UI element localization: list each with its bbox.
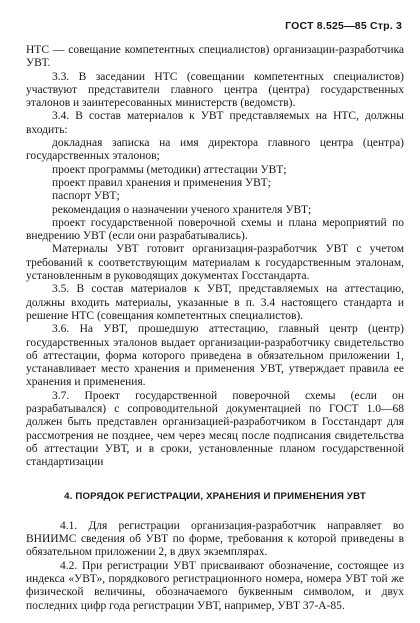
list-item-recommendation: рекомендация о назначении ученого хранителя УВТ;	[52, 203, 312, 216]
list-item-rules: проект правил хранения и применения УВТ;	[52, 176, 271, 189]
paragraph-4-1: 4.1. Для регистрации организация-разработчик направляет во ВНИИМС сведения об УВТ по форме, требования к которой приведены в обязательном приложении 2, в двух экземплярах.	[26, 519, 404, 559]
document-body	[26, 44, 404, 613]
list-item-passport: паспорт УВТ;	[52, 190, 120, 203]
list-item-program: проект программы (методики) аттестации УВТ;	[52, 163, 287, 176]
list-item-scheme: проект государственной поверочной схемы и плана мероприятий по внедрению УВТ (если они разрабатывались).	[26, 216, 404, 243]
paragraph-3-4: 3.4. В состав материалов к УВТ представляемых на НТС, должны входить:	[26, 110, 404, 136]
list-item-memo: докладная записка на имя директора главного центра (центра) государственных эталонов;	[26, 137, 404, 163]
paragraph-3-6: 3.6. На УВТ, прошедшую аттестацию, главный центр (центр) государственных эталонов выдает организации-разработчику свидетельство об аттестации, форма которого приведена в обязательном приложении 1, устанавливает место хранения и применения УВТ, утверждает правила ее хранения и применения.	[26, 323, 404, 389]
paragraph-3-7: 3.7. Проект государственной поверочной схемы (если он разрабатывался) с сопроводительной документацией по ГОСТ 1.0—68 должен быть представлен организацией-разработчиком в Госстандарт для рассмотрения не позднее, чем через месяц после подписания свидетельства об аттестации УВТ, и в сроки, установленные планом государственной стандартизации	[26, 389, 404, 469]
page-header: ГОСТ 8.525—85 Стр. 3	[285, 20, 402, 32]
paragraph-continuation: НТС — совещание компетентных специалистов) организации-разработчика УВТ.	[26, 44, 404, 70]
paragraph-4-2: 4.2. При регистрации УВТ присваивают обозначение, состоящее из индекса «УВТ», порядкового регистрационного номера, номера УВТ той же физической величины, обозначаемого буквенным символом, и двух последних цифр года регистрации УВТ, например, УВТ 37-А-85.	[26, 559, 404, 612]
section-title: 4. ПОРЯДОК РЕГИСТРАЦИИ, ХРАНЕНИЯ И ПРИМЕНЕНИЯ УВТ	[64, 490, 366, 502]
paragraph-3-5: 3.5. В состав материалов к УВТ, представляемых на аттестацию, должны входить материалы, указанные в п. 3.4 настоящего стандарта и решение НТС (совещания компетентных специалистов).	[26, 283, 404, 322]
paragraph-3-3: 3.3. В заседании НТС (совещании компетентных специалистов) участвуют представители главного центра (центра) государственных эталонов и заинтересованных министерств (ведомств).	[26, 70, 404, 110]
paragraph-materials: Материалы УВТ готовит организация-разработчик УВТ с учетом требований к соответствующим материалам к государственным эталонам, установленным в руководящих документах Госстандарта.	[26, 243, 404, 283]
